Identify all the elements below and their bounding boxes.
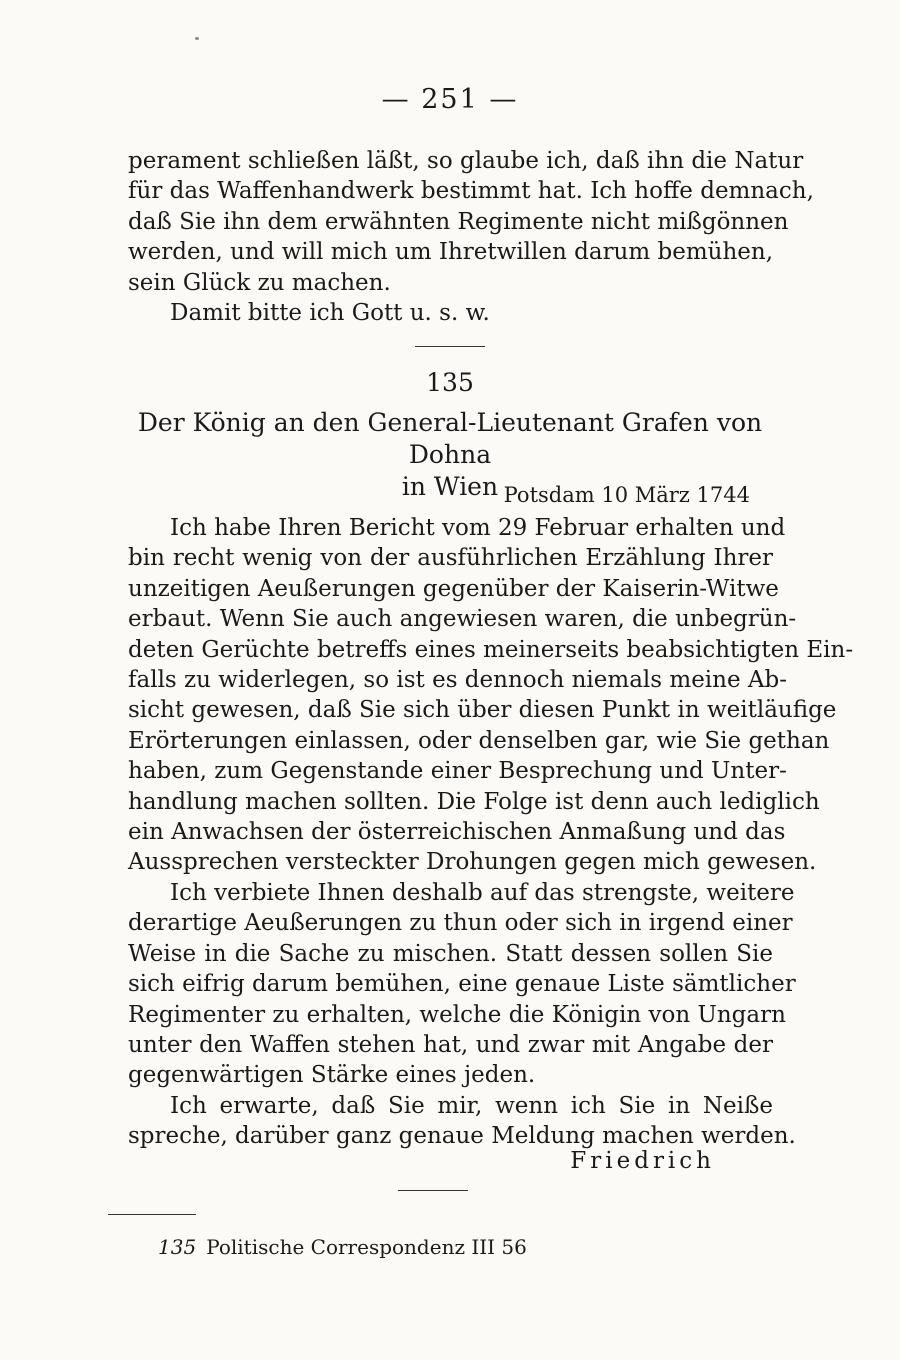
text-line: erbaut. Wenn Sie auch angewiesen waren, die unbegrün- <box>128 606 797 633</box>
text-line: daß Sie ihn dem erwähnten Regimente nicht mißgönnen <box>128 208 789 235</box>
text-line: werden, und will mich um Ihretwillen darum bemühen, <box>128 239 773 266</box>
text-line: spreche, darüber ganz genaue Meldung machen werden. <box>128 1123 796 1150</box>
page-number: — 251 — <box>381 84 519 115</box>
carryover-text <box>128 146 814 328</box>
section-divider <box>415 346 485 347</box>
signature: Friedrich <box>570 1148 715 1174</box>
text-line: Aussprechen versteckter Drohungen gegen mich gewesen. <box>128 849 817 876</box>
text-line: derartige Aeußerungen zu thun oder sich in irgend einer <box>128 910 793 937</box>
text-line: gegenwärtigen Stärke eines jeden. <box>128 1062 536 1089</box>
footnote-rule <box>108 1214 196 1215</box>
text-line: handlung machen sollten. Die Folge ist denn auch lediglich <box>128 788 820 815</box>
heading-line: in Wien <box>401 472 499 501</box>
text-line: unter den Waffen stehen hat, und zwar mit Angabe der <box>128 1031 773 1058</box>
text-line: sicht gewesen, daß Sie sich über diesen Punkt in weitläufige <box>128 697 837 724</box>
text-line: Ich verbiete Ihnen deshalb auf das strengste, weitere <box>170 879 795 906</box>
text-line: Ich habe Ihren Bericht vom 29 Februar erhalten und <box>170 515 786 541</box>
text-line: Erörterungen einlassen, oder denselben gar, wie Sie gethan <box>128 727 830 754</box>
letter-body <box>128 513 854 1152</box>
text-line: unzeitigen Aeußerungen gegenüber der Kaiserin-Witwe <box>128 575 779 602</box>
text-line: haben, zum Gegenstande einer Besprechung und Unter- <box>128 758 787 785</box>
text-line: für das Waffenhandwerk bestimmt hat. Ich hoffe demnach, <box>128 178 814 205</box>
heading-line: Der König an den General-Lieutenant Grafen von Dohna <box>137 408 763 469</box>
text-line: ein Anwachsen der österreichischen Anmaßung und das <box>128 819 786 846</box>
place-date: Potsdam 10 März 1744 <box>503 483 750 507</box>
text-line: deten Gerüchte betreffs eines meinerseits beabsichtigten Ein- <box>128 636 854 663</box>
closing-formula: Damit bitte ich Gott u. s. w. <box>170 300 490 327</box>
section-divider <box>398 1190 468 1191</box>
text-line: sein Glück zu machen. <box>128 269 391 296</box>
paper-speck <box>195 37 199 40</box>
text-line: sich eifrig darum bemühen, eine genaue Liste sämtlicher <box>128 971 796 998</box>
text-line: falls zu widerlegen, so ist es dennoch niemals meine Ab- <box>128 667 788 694</box>
text-line: Regimenter zu erhalten, welche die Königin von Ungarn <box>128 1001 786 1028</box>
footnote-number: 135 <box>158 1235 197 1259</box>
text-line: bin recht wenig von der ausführlichen Erzählung Ihrer <box>128 545 773 572</box>
footnote-text: Politische Correspondenz III 56 <box>206 1235 527 1259</box>
letter-number: 135 <box>426 368 474 397</box>
text-line: Weise in die Sache zu mischen. Statt dessen sollen Sie <box>128 940 773 967</box>
text-line: Ich erwarte, daß Sie mir, wenn ich Sie in Neiße <box>170 1092 773 1119</box>
text-line: perament schließen läßt, so glaube ich, daß ihn die Natur <box>128 148 804 174</box>
footnote <box>158 1235 527 1259</box>
